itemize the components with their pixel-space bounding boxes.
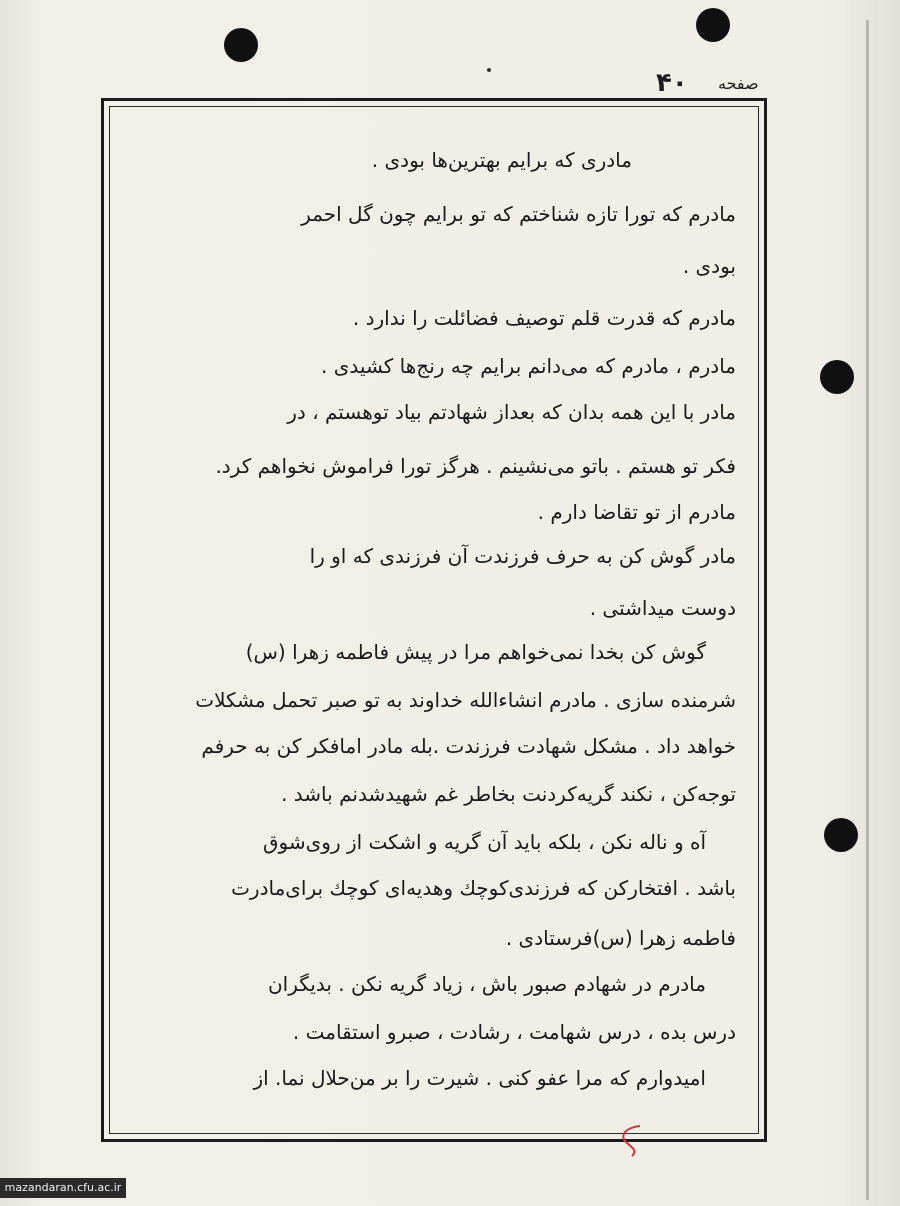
text-line: امیدوارم که مرا عفو کنی . شیرت را بر من‌حلال نما. از (253, 1066, 706, 1090)
page-number: ۴۰ (656, 68, 688, 98)
text-line: مادرم از تو تقاضا دارم . (537, 500, 736, 524)
text-line: درس بده ، درس شهامت ، رشادت ، صبرو استقامت . (292, 1020, 736, 1044)
text-line: مادرم که تورا تازه شناختم که تو برایم چون گل احمر (301, 202, 736, 226)
punch-hole-top-right (696, 8, 730, 42)
page-edge (866, 20, 869, 1200)
text-line: دوست میداشتی . (589, 596, 736, 620)
punch-hole-right-upper (820, 360, 854, 394)
text-line: فکر تو هستم . باتو می‌نشینم . هرگز تورا فراموش نخواهم کرد. (215, 454, 736, 478)
text-line: مادر با این همه بدان که بعداز شهادتم بیاد توهستم ، در (287, 400, 736, 424)
punch-hole-top-left (224, 28, 258, 62)
text-line: باشد . افتخارکن که فرزندی‌کوچك وهدیه‌ای کوچك برای‌مادرت (231, 876, 736, 900)
text-line: مادرم در شهادم صبور باش ، زیاد گریه نکن . بدیگران (267, 972, 706, 996)
text-line: آه و ناله نکن ، بلکه باید آن گریه و اشکت از روی‌شوق (263, 830, 706, 854)
letter-body (118, 140, 742, 1130)
page-header (0, 70, 900, 100)
text-line: خواهد داد . مشکل شهادت فرزندت .بله مادر امافکر کن به حرفم (201, 734, 736, 758)
text-line: شرمنده سازی . مادرم انشاءالله خداوند به تو صبر تحمل مشکلات (195, 688, 736, 712)
source-stamp: mazandaran.cfu.ac.ir (0, 1178, 126, 1198)
text-line: مادرم که قدرت قلم توصیف فضائلت را ندارد . (352, 306, 736, 330)
page-label: صفحه (718, 74, 759, 93)
text-line: فاطمه زهرا (س)فرستادی . (505, 926, 736, 950)
red-pen-mark (614, 1120, 648, 1160)
text-line: گوش کن بخدا نمی‌خواهم مرا در پیش فاطمه زهرا (س) (245, 640, 706, 664)
punch-hole-right-lower (824, 818, 858, 852)
text-line: مادری که برایم بهترین‌ها بودی . (371, 148, 632, 172)
text-line: توجه‌کن ، نکند گریه‌کردنت بخاطر غم شهیدشدنم باشد . (281, 782, 736, 806)
text-line: مادر گوش کن به حرف فرزندت آن فرزندی که او را (309, 544, 736, 568)
text-line: بودی . (682, 254, 736, 278)
text-line: مادرم ، مادرم که می‌دانم برایم چه رنج‌ها کشیدی . (321, 354, 736, 378)
